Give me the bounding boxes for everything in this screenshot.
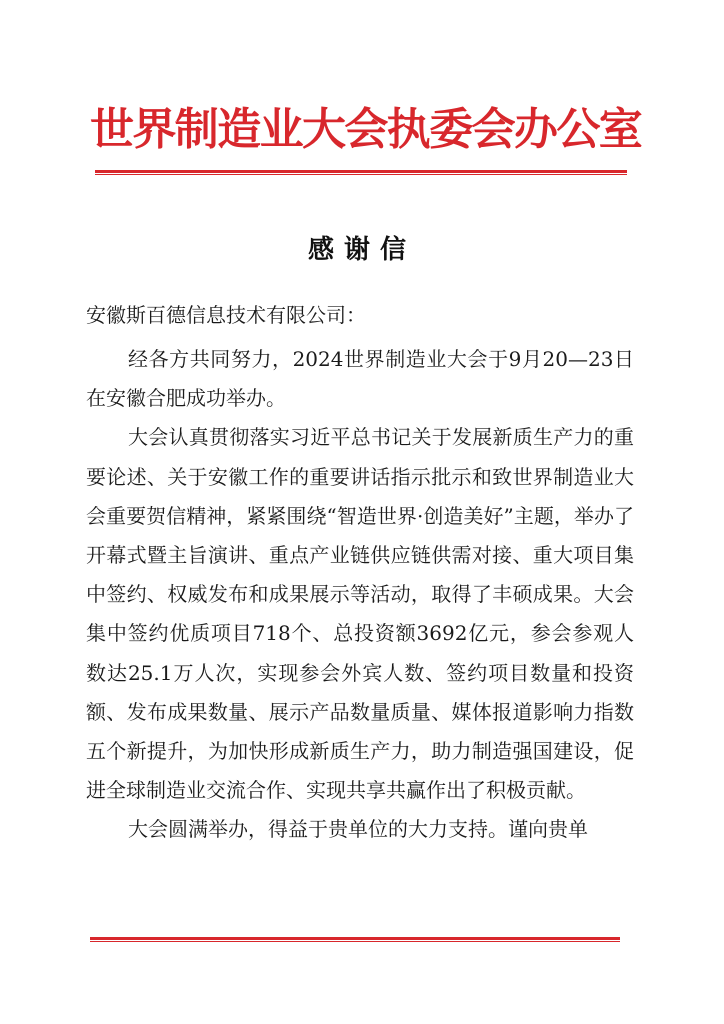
footer-divider-thin [90,941,620,942]
footer-divider [90,937,620,940]
paragraph-3: 大会圆满举办，得益于贵单位的大力支持。谨向贵单 [128,817,588,842]
letterhead-divider-thin [95,174,627,175]
letterhead-org-name: 世界制造业大会执委会办公室 [90,104,642,155]
letterhead-divider [95,170,627,173]
paragraph-2: 大会认真贯彻落实习近平总书记关于发展新质生产力的重要论述、关于安徽工作的重要讲话指示批示和致世界制造业大会重要贺信精神，紧紧围绕“智造世界·创造美好”主题，举办了开幕式暨主旨演讲、重点产业链供应链供需对接、重大项目集中签约、权威发布和成果展示等活动，取得了丰硕成果。大会集中签约优质项目718个、总投资额3692亿元，参会参观人数达25.1万人次，实现参会外宾人数、签约项目数量和投资额、发布成果数量、展示产品数量质量、媒体报道影响力指数五个新提升，为加快形成新质生产力，助力制造强国建设，促进全球制造业交流合作、实现共享共赢作出了积极贡献。 [86,425,634,803]
salutation: 安徽斯百德信息技术有限公司： [86,303,366,327]
letter-body [86,340,634,850]
document-title: 感谢信 [307,235,416,265]
paragraph-1: 经各方共同努力，2024世界制造业大会于9月20—23日在安徽合肥成功举办。 [86,347,634,411]
